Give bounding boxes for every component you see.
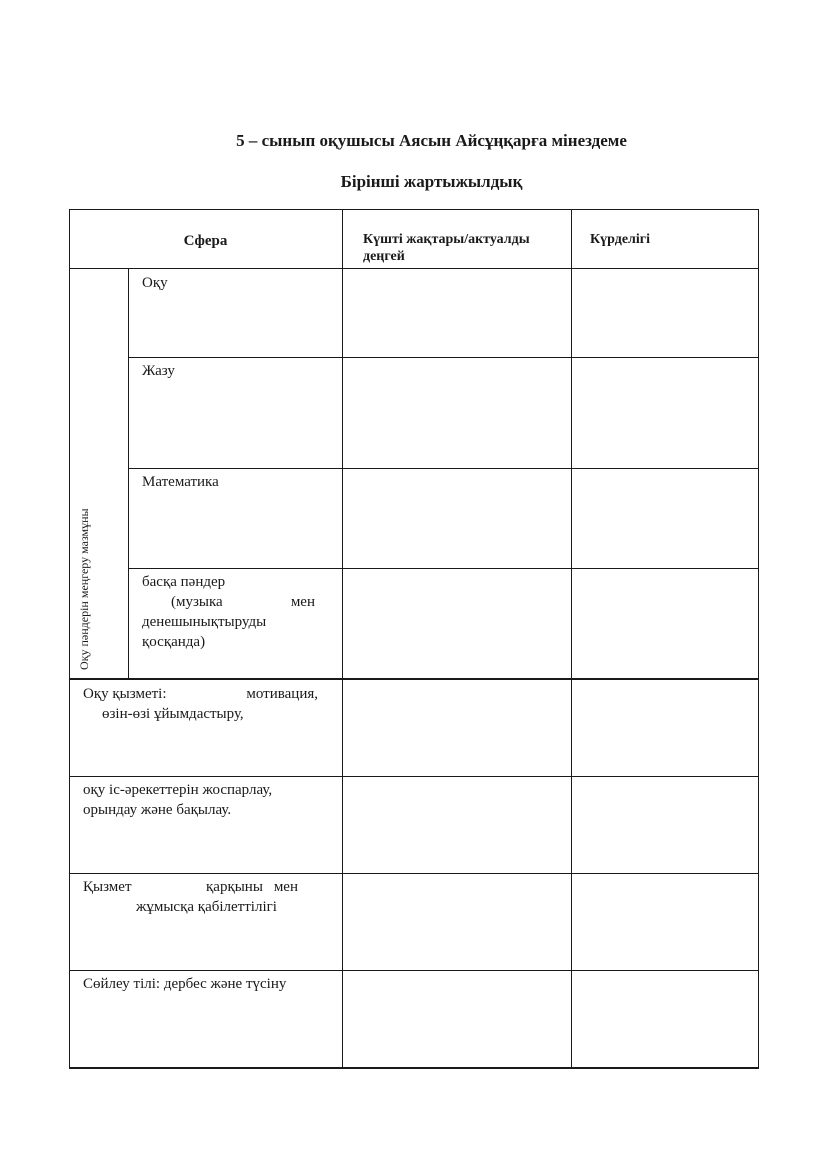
subject-writing: Жазу bbox=[142, 363, 175, 379]
other-line-2a: (музыка bbox=[171, 594, 223, 610]
row-divider bbox=[128, 357, 759, 358]
planning-text-a: оқу іс-әрекеттерін жоспарлау, bbox=[83, 782, 273, 798]
pace-text-d: жұмысқа қабілеттілігі bbox=[136, 899, 277, 915]
other-line-4: қосқанда) bbox=[142, 634, 206, 650]
activity-text-b: мотивация, bbox=[246, 686, 318, 702]
pace-text-c: мен bbox=[273, 879, 298, 895]
header-difficulty: Күрделігі bbox=[590, 232, 651, 247]
section-divider bbox=[69, 678, 759, 680]
pace-text-a: Қызмет bbox=[83, 879, 132, 895]
row-divider bbox=[128, 468, 759, 469]
speech-row: Сөйлеу тілі: дербес және түсіну bbox=[83, 976, 287, 992]
header-divider bbox=[69, 268, 759, 269]
header-sphere: Сфера bbox=[183, 233, 228, 249]
page-subtitle: Бірінші жартыжылдық bbox=[340, 172, 523, 191]
table-border-top bbox=[69, 209, 759, 210]
pace-text-b: қарқыны bbox=[206, 879, 263, 895]
other-line-2b: мен bbox=[290, 594, 315, 610]
table-border-right bbox=[758, 209, 759, 1069]
row-divider bbox=[69, 970, 759, 971]
table-border-bottom bbox=[69, 1067, 759, 1069]
activity-text-c: өзін-өзі ұйымдастыру, bbox=[102, 706, 244, 722]
row-divider bbox=[128, 568, 759, 569]
planning-text-b: орындау және бақылау. bbox=[83, 802, 232, 818]
subject-reading: Оқу bbox=[142, 275, 168, 291]
other-line-1: басқа пәндер bbox=[142, 574, 226, 590]
group-divider bbox=[128, 268, 129, 679]
column-divider bbox=[342, 209, 343, 1069]
row-divider bbox=[69, 873, 759, 874]
subject-math: Математика bbox=[142, 474, 219, 490]
subject-group-label: Оқу пәндерін меңгеру мазмұны bbox=[77, 508, 91, 670]
table-border-left bbox=[69, 209, 70, 1069]
column-divider bbox=[571, 209, 572, 1069]
activity-text-a: Оқу қызметі: bbox=[83, 686, 167, 702]
other-line-3: денешынықтыруды bbox=[142, 614, 267, 630]
row-divider bbox=[69, 776, 759, 777]
header-strengths: Күшті жақтары/актуалды деңгей bbox=[363, 232, 530, 264]
page-title: 5 – сынып оқушысы Аясын Айсұңқарға мінездеме bbox=[236, 131, 627, 150]
